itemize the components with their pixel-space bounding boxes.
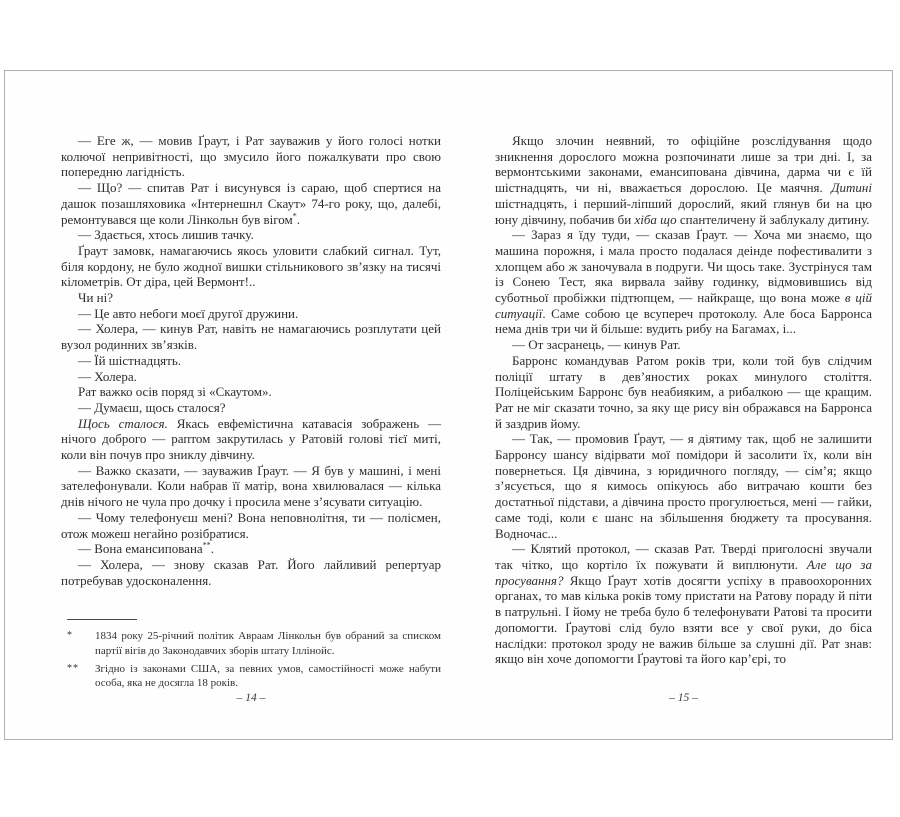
footnote (61, 629, 441, 659)
paragraph: — Холера, — кинув Рат, навіть не намагаючись розплутати цей вузол родинних зв’язків. (61, 321, 441, 353)
page-number-right: – 15 – (669, 692, 698, 704)
paragraph: Якщо злочин неявний, то офіційне розслідування щодо зникнення дорослого можна розпочинати лише за три дні. І, за вермонтськими законами, емансипована дівчина, дарма чи є їй шістнадцять, чи ні, вважається дорослою. Це маячня. Дитині шістнадцять, і перший-ліпший дорослий, який глянув би на цю юну дівчину, побачив би хіба що спантеличену й заблукалу дитину. (495, 133, 872, 227)
paragraph: — Вона емансипована**. (78, 540, 214, 557)
footnote-list (61, 629, 441, 691)
footnote (61, 662, 441, 692)
paragraph: — От засранець, — кинув Рат. (512, 337, 681, 353)
footnote-block (61, 619, 441, 691)
paragraph: — Еге ж, — мовив Ґраут, і Рат зауважив у його голосі нотки колючої непривітності, що змусило його пожалкувати про свою попередню лагідність. (61, 133, 441, 180)
paragraph: — Це авто небоги моєї другої дружини. (78, 305, 299, 321)
footnote-text: Згідно із законами США, за певних умов, самостійності може набути особа, яка не досягла 18 років. (95, 662, 441, 690)
paragraph: — Чому телефонуєш мені? Вона неповнолітня, ти — полісмен, отож можеш негайно розібратися. (61, 509, 441, 541)
paragraph: — Клятий протокол, — сказав Рат. Тверді приголосні звучали так чітко, що кортіло їх пожувати й виплюнути. Але що за просування? Якщо Ґраут хотів досягти успіху в правоохоронних органах, то мав кілька років тому пристати на Ратову пораду й піти в патрульні. І йому не треба було б телефонувати Ратові та просити допомогти. Ґраутові слід було взяти все у свої руки, до біса наслідки: протокол зроду не важив більше за слушні дії. Рат знав: якщо він хоче допомогти Ґраутові та його кар’єрі, то (495, 541, 872, 667)
footnote-reference-marker: ** (202, 540, 211, 550)
footnote-marker: * (67, 630, 73, 641)
paragraph: — Важко сказати, — зауважив Ґраут. — Я був у машині, і мені зателефонували. Коли набрав її матір, вона хвилювалася — кілька днів нічого не чула про дочку і просила мене з’ясувати ситуацію. (61, 462, 441, 510)
paragraph: — Холера. (78, 368, 137, 384)
paragraph: Ґраут замовк, намагаючись якось уловити слабкий сигнал. Тут, біля кордону, не було жодної вишки стільникового зв’язку на тисячі кілометрів. От діра, цей Вермонт!.. (61, 242, 441, 290)
page-right-text (495, 133, 872, 667)
paragraph: Рат важко осів поряд зі «Скаутом». (78, 384, 272, 400)
paragraph: — Думаєш, щось сталося? (78, 399, 226, 415)
footnote-marker: ** (67, 662, 79, 674)
paragraph: Щось сталося. Якась евфемістична катавасія зображень — нічого доброго — раптом закрутилась у Ратовій голові тієї миті, коли він почув про зниклу дівчину. (61, 415, 442, 463)
paragraph: Барронс командував Ратом років три, коли той був слідчим поліції штату в дев’яностих роках минулого століття. Поліцейським Барронс був неабияким, а рибалкою — ще кращим. Рат не міг сказати точно, за яку ще рису він ображався на Барронса й заздрив йому. (495, 352, 872, 431)
paragraph: — Холера, — знову сказав Рат. Його лайливий репертуар потребував удосконалення. (61, 556, 441, 588)
paragraph: — Так, — промовив Ґраут, — я діятиму так, щоб не залишити Барронсу шансу відірвати мої помідори й засолити їх, коли він повернеться. Ця дівчина, з юридичного погляду, — сім’я; якщо з’ясується, що я кимось опікуюсь або витрачаю кошти без достатньої підстави, а дівчина просто прогулюється, мені — гайки, саме тоді, коли є шанс на збільшення бюджету та просування. Водночас... (495, 431, 872, 541)
footnote-separator (67, 619, 137, 620)
paragraph: — Зараз я їду туди, — сказав Ґраут. — Хоча ми знаємо, що машина порожня, і мала просто подалася деінде пофестивалити з хлопцем або ж заночувала в подруги. Чи щось таке. Зустрінуся там із Сонею Тест, яка вирвала зайву годинку, відмовившись від суботньої пробіжки підтюпцем, — найкраще, що вона може в цій ситуації. Саме собою це всупереч протоколу. Але боса Барронса нема днів три чи й більше: вудить рибу на Багамах, і... (495, 227, 872, 337)
paragraph: — Що? — спитав Рат і висунувся із сараю, щоб спертися на дашок позашляховика «Інтернешнл Скаут» 74-го року, що, далебі, ремонтувався ще коли Лінкольн був вігом*. (61, 180, 441, 227)
page-number-left: – 14 – (236, 692, 266, 704)
paragraph: — Здається, хтось лишив тачку. (78, 227, 254, 243)
footnote-reference-marker: * (292, 211, 297, 221)
book-spread-frame (4, 70, 893, 740)
page-left-text (61, 133, 441, 588)
paragraph: — Їй шістнадцять. (78, 352, 181, 368)
paragraph: Чи ні? (78, 290, 113, 306)
footnote-text: 1834 року 25-річний політик Авраам Лінкольн був обраний за списком партії вігів до Законодавчих зборів штату Іллінойс. (95, 630, 441, 657)
